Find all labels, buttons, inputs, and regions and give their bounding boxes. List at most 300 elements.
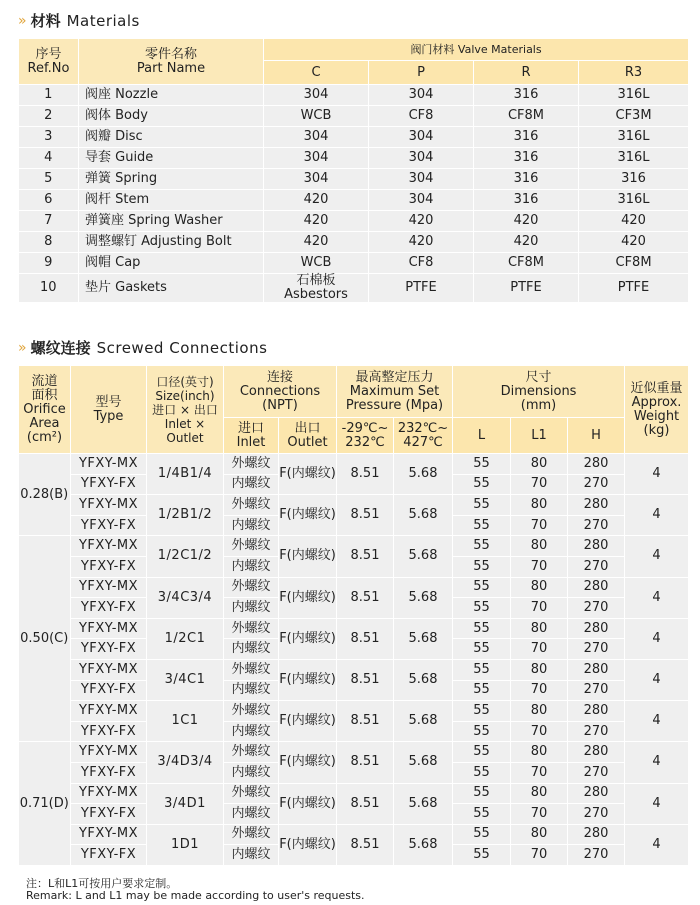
ref-no-cell: 7 [19, 211, 79, 232]
weight-cell: 4 [625, 536, 689, 577]
screwed-section-title [18, 337, 267, 358]
type-cell: YFXY-MX [71, 454, 147, 475]
header-part-zh: 零件名称 [144, 46, 197, 62]
material-r3-cell: 316 [579, 169, 689, 190]
screwed-row [19, 742, 689, 763]
inlet-cell: 内螺纹 [224, 804, 279, 825]
header-p2-l2: 427℃ [403, 434, 443, 450]
pressure-high-cell: 5.68 [394, 824, 453, 865]
dim-l-cell: 55 [453, 556, 511, 577]
orifice-cell: 0.71(D) [19, 742, 71, 866]
header-inlet-en: Inlet [236, 434, 266, 450]
size-cell: 3/4C1 [147, 659, 224, 700]
pressure-high-cell: 5.68 [394, 618, 453, 659]
header-dimensions [453, 366, 625, 418]
inlet-cell: 内螺纹 [224, 515, 279, 536]
header-size [147, 366, 224, 454]
material-p-cell: PTFE [369, 274, 474, 303]
inlet-cell: 外螺纹 [224, 742, 279, 763]
material-r-cell: 316 [474, 85, 579, 106]
weight-cell: 4 [625, 742, 689, 783]
dim-l1-cell: 70 [511, 680, 568, 701]
inlet-cell: 外螺纹 [224, 824, 279, 845]
dim-h-cell: 280 [568, 577, 625, 598]
dim-l-cell: 55 [453, 721, 511, 742]
orifice-cell: 0.50(C) [19, 536, 71, 742]
dim-l1-cell: 70 [511, 721, 568, 742]
dim-l-cell: 55 [453, 845, 511, 866]
header-dim-l1: 尺寸 [525, 369, 552, 385]
screwed-row [19, 618, 689, 639]
dim-l1-cell: 70 [511, 639, 568, 660]
size-cell: 3/4C3/4 [147, 577, 224, 618]
dim-l-cell: 55 [453, 804, 511, 825]
header-orifice [19, 366, 71, 454]
dim-l-cell: 55 [453, 474, 511, 495]
materials-title-en: Materials [66, 11, 140, 30]
dim-l1-cell: 70 [511, 474, 568, 495]
dim-l-cell: 55 [453, 454, 511, 475]
materials-title-zh: 材料 [30, 12, 61, 30]
material-p-cell: 304 [369, 127, 474, 148]
inlet-cell: 外螺纹 [224, 701, 279, 722]
dim-h-cell: 280 [568, 824, 625, 845]
dim-l-cell: 55 [453, 680, 511, 701]
inlet-cell: 内螺纹 [224, 639, 279, 660]
material-p-cell: 420 [369, 232, 474, 253]
pressure-low-cell: 8.51 [337, 454, 394, 495]
dim-l1-cell: 70 [511, 804, 568, 825]
material-r3-cell: 420 [579, 211, 689, 232]
size-cell: 1C1 [147, 701, 224, 742]
material-c-cell: 420 [264, 211, 369, 232]
inlet-cell: 外螺纹 [224, 618, 279, 639]
material-r-cell: 420 [474, 232, 579, 253]
dim-h-cell: 270 [568, 556, 625, 577]
pressure-high-cell: 5.68 [394, 454, 453, 495]
header-weight-l2: Approx. [631, 394, 682, 410]
outlet-cell: F(内螺纹) [279, 454, 337, 495]
header-weight-l1: 近似重量 [630, 380, 683, 396]
weight-cell: 4 [625, 618, 689, 659]
type-cell: YFXY-FX [71, 804, 147, 825]
dim-l1-cell: 80 [511, 495, 568, 516]
type-cell: YFXY-MX [71, 577, 147, 598]
part-name-cell: 导套 Guide [79, 148, 264, 169]
dim-l-cell: 55 [453, 618, 511, 639]
weight-cell: 4 [625, 454, 689, 495]
header-dim-l1: L1 [511, 418, 568, 454]
header-dim-l2: Dimensions [500, 383, 577, 399]
weight-cell: 4 [625, 701, 689, 742]
part-name-cell: 垫片 Gaskets [79, 274, 264, 303]
inlet-cell: 内螺纹 [224, 474, 279, 495]
pressure-high-cell: 5.68 [394, 536, 453, 577]
weight-cell: 4 [625, 783, 689, 824]
chevron-right-icon: » [18, 339, 25, 356]
size-cell: 1/2C1/2 [147, 536, 224, 577]
dim-h-cell: 280 [568, 536, 625, 557]
header-size-l2: Size(inch) [155, 388, 215, 403]
screwed-row [19, 701, 689, 722]
type-cell: YFXY-MX [71, 824, 147, 845]
dim-l1-cell: 70 [511, 598, 568, 619]
type-cell: YFXY-FX [71, 515, 147, 536]
header-ref-zh: 序号 [35, 46, 62, 62]
size-cell: 1/2C1 [147, 618, 224, 659]
inlet-cell: 内螺纹 [224, 721, 279, 742]
header-col-p: P [369, 61, 474, 85]
dim-h-cell: 270 [568, 721, 625, 742]
inlet-cell: 外螺纹 [224, 536, 279, 557]
weight-cell: 4 [625, 659, 689, 700]
size-cell: 1/2B1/2 [147, 495, 224, 536]
inlet-cell: 内螺纹 [224, 598, 279, 619]
part-name-cell: 阀座 Nozzle [79, 85, 264, 106]
materials-row [19, 127, 689, 148]
pressure-high-cell: 5.68 [394, 659, 453, 700]
header-p2-l1: 232℃~ [397, 420, 449, 436]
header-valve-materials: 阀门材料 Valve Materials [264, 39, 689, 61]
dim-l1-cell: 80 [511, 742, 568, 763]
dim-h-cell: 280 [568, 454, 625, 475]
header-pressure [337, 366, 453, 418]
pressure-low-cell: 8.51 [337, 659, 394, 700]
materials-row [19, 211, 689, 232]
material-r-cell: 316 [474, 190, 579, 211]
inlet-cell: 外螺纹 [224, 454, 279, 475]
dim-h-cell: 270 [568, 515, 625, 536]
material-c-cell: 304 [264, 85, 369, 106]
dim-l1-cell: 80 [511, 454, 568, 475]
material-p-cell: 304 [369, 148, 474, 169]
material-r-cell: 316 [474, 169, 579, 190]
header-p1-l1: -29℃~ [341, 420, 389, 436]
header-size-l1: 口径(英寸) [156, 374, 214, 389]
ref-no-cell: 4 [19, 148, 79, 169]
material-r-cell: PTFE [474, 274, 579, 303]
ref-no-cell: 5 [19, 169, 79, 190]
part-name-cell: 阀杆 Stem [79, 190, 264, 211]
material-r3-cell: CF8M [579, 253, 689, 274]
type-cell: YFXY-FX [71, 845, 147, 866]
outlet-cell: F(内螺纹) [279, 783, 337, 824]
materials-row [19, 169, 689, 190]
header-weight-l4: (kg) [643, 422, 670, 438]
screwed-row [19, 495, 689, 516]
header-col-c: C [264, 61, 369, 85]
dim-l-cell: 55 [453, 639, 511, 660]
screwed-row [19, 659, 689, 680]
part-name-cell: 阀体 Body [79, 106, 264, 127]
dim-l-cell: 55 [453, 762, 511, 783]
dim-l1-cell: 70 [511, 556, 568, 577]
header-orifice-l3: Orifice [23, 401, 66, 417]
material-c-cell: WCB [264, 253, 369, 274]
header-type-en: Type [93, 408, 124, 424]
dim-l1-cell: 80 [511, 783, 568, 804]
size-cell: 3/4D1 [147, 783, 224, 824]
dim-h-cell: 270 [568, 639, 625, 660]
material-p-cell: 304 [369, 169, 474, 190]
header-outlet-en: Outlet [287, 434, 328, 450]
orifice-cell: 0.28(B) [19, 454, 71, 536]
materials-row [19, 274, 689, 303]
header-orifice-l2: 面积 [31, 387, 58, 403]
ref-no-cell: 6 [19, 190, 79, 211]
pressure-low-cell: 8.51 [337, 742, 394, 783]
remark-zh: 注：L和L1可按用户要求定制。 [26, 877, 178, 890]
header-conn-l1: 连接 [266, 369, 293, 385]
weight-cell: 4 [625, 824, 689, 865]
type-cell: YFXY-MX [71, 783, 147, 804]
dim-l1-cell: 80 [511, 701, 568, 722]
header-size-l4: Inlet × Outlet [164, 416, 206, 445]
header-type [71, 366, 147, 454]
ref-no-cell: 1 [19, 85, 79, 106]
header-ref-en: Ref.No [27, 60, 70, 76]
dim-l-cell: 55 [453, 598, 511, 619]
material-r3-cell: 316L [579, 127, 689, 148]
header-outlet-zh: 出口 [294, 420, 321, 436]
material-p-cell: 304 [369, 85, 474, 106]
header-press-l1: 最高整定压力 [355, 369, 434, 385]
screwed-row [19, 536, 689, 557]
dim-l-cell: 55 [453, 783, 511, 804]
pressure-low-cell: 8.51 [337, 824, 394, 865]
remark-en: Remark: L and L1 may be made according to user's requests. [26, 889, 365, 902]
inlet-cell: 外螺纹 [224, 495, 279, 516]
type-cell: YFXY-FX [71, 680, 147, 701]
type-cell: YFXY-MX [71, 618, 147, 639]
header-pressure-low [337, 418, 394, 454]
type-cell: YFXY-MX [71, 495, 147, 516]
header-orifice-l4: Area [29, 415, 60, 431]
screwed-row [19, 454, 689, 475]
dim-l-cell: 55 [453, 577, 511, 598]
pressure-low-cell: 8.51 [337, 618, 394, 659]
dim-l-cell: 55 [453, 701, 511, 722]
header-part-en: Part Name [136, 60, 206, 76]
material-c-cell: 304 [264, 169, 369, 190]
dim-l1-cell: 70 [511, 762, 568, 783]
materials-body [19, 85, 689, 303]
dim-l-cell: 55 [453, 824, 511, 845]
part-name-cell: 调整螺钉 Adjusting Bolt [79, 232, 264, 253]
weight-cell: 4 [625, 577, 689, 618]
header-col-r3: R3 [579, 61, 689, 85]
dim-h-cell: 270 [568, 680, 625, 701]
pressure-low-cell: 8.51 [337, 701, 394, 742]
part-name-cell: 弹簧座 Spring Washer [79, 211, 264, 232]
type-cell: YFXY-FX [71, 762, 147, 783]
material-r3-cell: PTFE [579, 274, 689, 303]
screwed-body [19, 454, 689, 866]
part-name-cell: 阀瓣 Disc [79, 127, 264, 148]
pressure-high-cell: 5.68 [394, 742, 453, 783]
materials-row [19, 148, 689, 169]
header-size-l3: 进口 × 出口 [152, 402, 218, 417]
type-cell: YFXY-FX [71, 474, 147, 495]
material-p-cell: 304 [369, 190, 474, 211]
dim-l-cell: 55 [453, 495, 511, 516]
dim-h-cell: 280 [568, 742, 625, 763]
inlet-cell: 外螺纹 [224, 577, 279, 598]
header-inlet-zh: 进口 [237, 420, 264, 436]
material-p-cell: 420 [369, 211, 474, 232]
material-r3-cell: 316L [579, 85, 689, 106]
dim-l1-cell: 80 [511, 577, 568, 598]
inlet-cell: 内螺纹 [224, 556, 279, 577]
header-weight [625, 366, 689, 454]
dim-h-cell: 270 [568, 762, 625, 783]
header-weight-l3: Weight [633, 408, 680, 424]
screwed-row [19, 577, 689, 598]
header-connections [224, 366, 337, 418]
dim-l-cell: 55 [453, 659, 511, 680]
type-cell: YFXY-FX [71, 639, 147, 660]
material-c-cell: 石棉板 Asbestors [264, 274, 369, 303]
outlet-cell: F(内螺纹) [279, 742, 337, 783]
material-r-cell: CF8M [474, 253, 579, 274]
dim-h-cell: 270 [568, 474, 625, 495]
header-orifice-l5: (cm²) [26, 429, 63, 445]
header-conn-l2: Connections [239, 383, 321, 399]
material-r-cell: CF8M [474, 106, 579, 127]
materials-row [19, 85, 689, 106]
material-r-cell: 316 [474, 148, 579, 169]
material-c-cell: WCB [264, 106, 369, 127]
part-name-cell: 阀帽 Cap [79, 253, 264, 274]
ref-no-cell: 3 [19, 127, 79, 148]
dim-h-cell: 270 [568, 804, 625, 825]
header-type-zh: 型号 [95, 394, 122, 410]
dim-l1-cell: 80 [511, 536, 568, 557]
chevron-right-icon: » [18, 12, 25, 29]
dim-l1-cell: 70 [511, 845, 568, 866]
screwed-row [19, 824, 689, 845]
inlet-cell: 内螺纹 [224, 845, 279, 866]
header-conn-l3: (NPT) [262, 397, 298, 413]
outlet-cell: F(内螺纹) [279, 659, 337, 700]
type-cell: YFXY-MX [71, 742, 147, 763]
materials-table [18, 38, 689, 303]
material-c-cell: 304 [264, 127, 369, 148]
header-outlet [279, 418, 337, 454]
header-orifice-l1: 流道 [31, 373, 58, 389]
header-pressure-high [394, 418, 453, 454]
size-cell: 1D1 [147, 824, 224, 865]
materials-row [19, 106, 689, 127]
material-c-cell: 420 [264, 190, 369, 211]
header-press-l2: Maximum Set [349, 383, 440, 399]
dim-l1-cell: 70 [511, 515, 568, 536]
type-cell: YFXY-FX [71, 721, 147, 742]
outlet-cell: F(内螺纹) [279, 536, 337, 577]
outlet-cell: F(内螺纹) [279, 824, 337, 865]
dim-h-cell: 280 [568, 495, 625, 516]
screwed-row [19, 783, 689, 804]
material-r3-cell: 316L [579, 190, 689, 211]
dim-l1-cell: 80 [511, 618, 568, 639]
header-p1-l2: 232℃ [345, 434, 385, 450]
ref-no-cell: 8 [19, 232, 79, 253]
outlet-cell: F(内螺纹) [279, 495, 337, 536]
materials-section-title [18, 10, 140, 31]
materials-row [19, 253, 689, 274]
materials-row [19, 190, 689, 211]
type-cell: YFXY-FX [71, 598, 147, 619]
material-p-cell: CF8 [369, 253, 474, 274]
dim-l-cell: 55 [453, 536, 511, 557]
weight-cell: 4 [625, 495, 689, 536]
material-r-cell: 420 [474, 211, 579, 232]
type-cell: YFXY-FX [71, 556, 147, 577]
part-name-cell: 弹簧 Spring [79, 169, 264, 190]
dim-l1-cell: 80 [511, 659, 568, 680]
material-r3-cell: CF3M [579, 106, 689, 127]
material-c-cell: 304 [264, 148, 369, 169]
outlet-cell: F(内螺纹) [279, 701, 337, 742]
dim-h-cell: 280 [568, 701, 625, 722]
inlet-cell: 内螺纹 [224, 762, 279, 783]
type-cell: YFXY-MX [71, 701, 147, 722]
dim-h-cell: 280 [568, 783, 625, 804]
dim-h-cell: 280 [568, 618, 625, 639]
dim-h-cell: 270 [568, 598, 625, 619]
materials-row [19, 232, 689, 253]
inlet-cell: 外螺纹 [224, 783, 279, 804]
pressure-low-cell: 8.51 [337, 536, 394, 577]
screwed-table [18, 365, 689, 866]
outlet-cell: F(内螺纹) [279, 577, 337, 618]
dim-l1-cell: 80 [511, 824, 568, 845]
screwed-title-en: Screwed Connections [96, 338, 268, 357]
header-press-l3: Pressure (Mpa) [345, 397, 444, 413]
dim-l-cell: 55 [453, 742, 511, 763]
ref-no-cell: 2 [19, 106, 79, 127]
header-inlet [224, 418, 279, 454]
pressure-high-cell: 5.68 [394, 495, 453, 536]
size-cell: 1/4B1/4 [147, 454, 224, 495]
dim-h-cell: 280 [568, 659, 625, 680]
screwed-title-zh: 螺纹连接 [30, 339, 91, 357]
dim-l-cell: 55 [453, 515, 511, 536]
material-r3-cell: 420 [579, 232, 689, 253]
pressure-low-cell: 8.51 [337, 783, 394, 824]
material-p-cell: CF8 [369, 106, 474, 127]
pressure-low-cell: 8.51 [337, 577, 394, 618]
type-cell: YFXY-MX [71, 536, 147, 557]
type-cell: YFXY-MX [71, 659, 147, 680]
size-cell: 3/4D3/4 [147, 742, 224, 783]
remark [26, 878, 365, 902]
material-r-cell: 316 [474, 127, 579, 148]
inlet-cell: 内螺纹 [224, 680, 279, 701]
header-col-r: R [474, 61, 579, 85]
header-dim-l: L [453, 418, 511, 454]
dim-h-cell: 270 [568, 845, 625, 866]
pressure-low-cell: 8.51 [337, 495, 394, 536]
pressure-high-cell: 5.68 [394, 701, 453, 742]
ref-no-cell: 10 [19, 274, 79, 303]
outlet-cell: F(内螺纹) [279, 618, 337, 659]
header-dim-l3: (mm) [520, 397, 557, 413]
material-c-cell: 420 [264, 232, 369, 253]
material-r3-cell: 316L [579, 148, 689, 169]
header-ref-no [19, 39, 79, 85]
header-dim-h: H [568, 418, 625, 454]
